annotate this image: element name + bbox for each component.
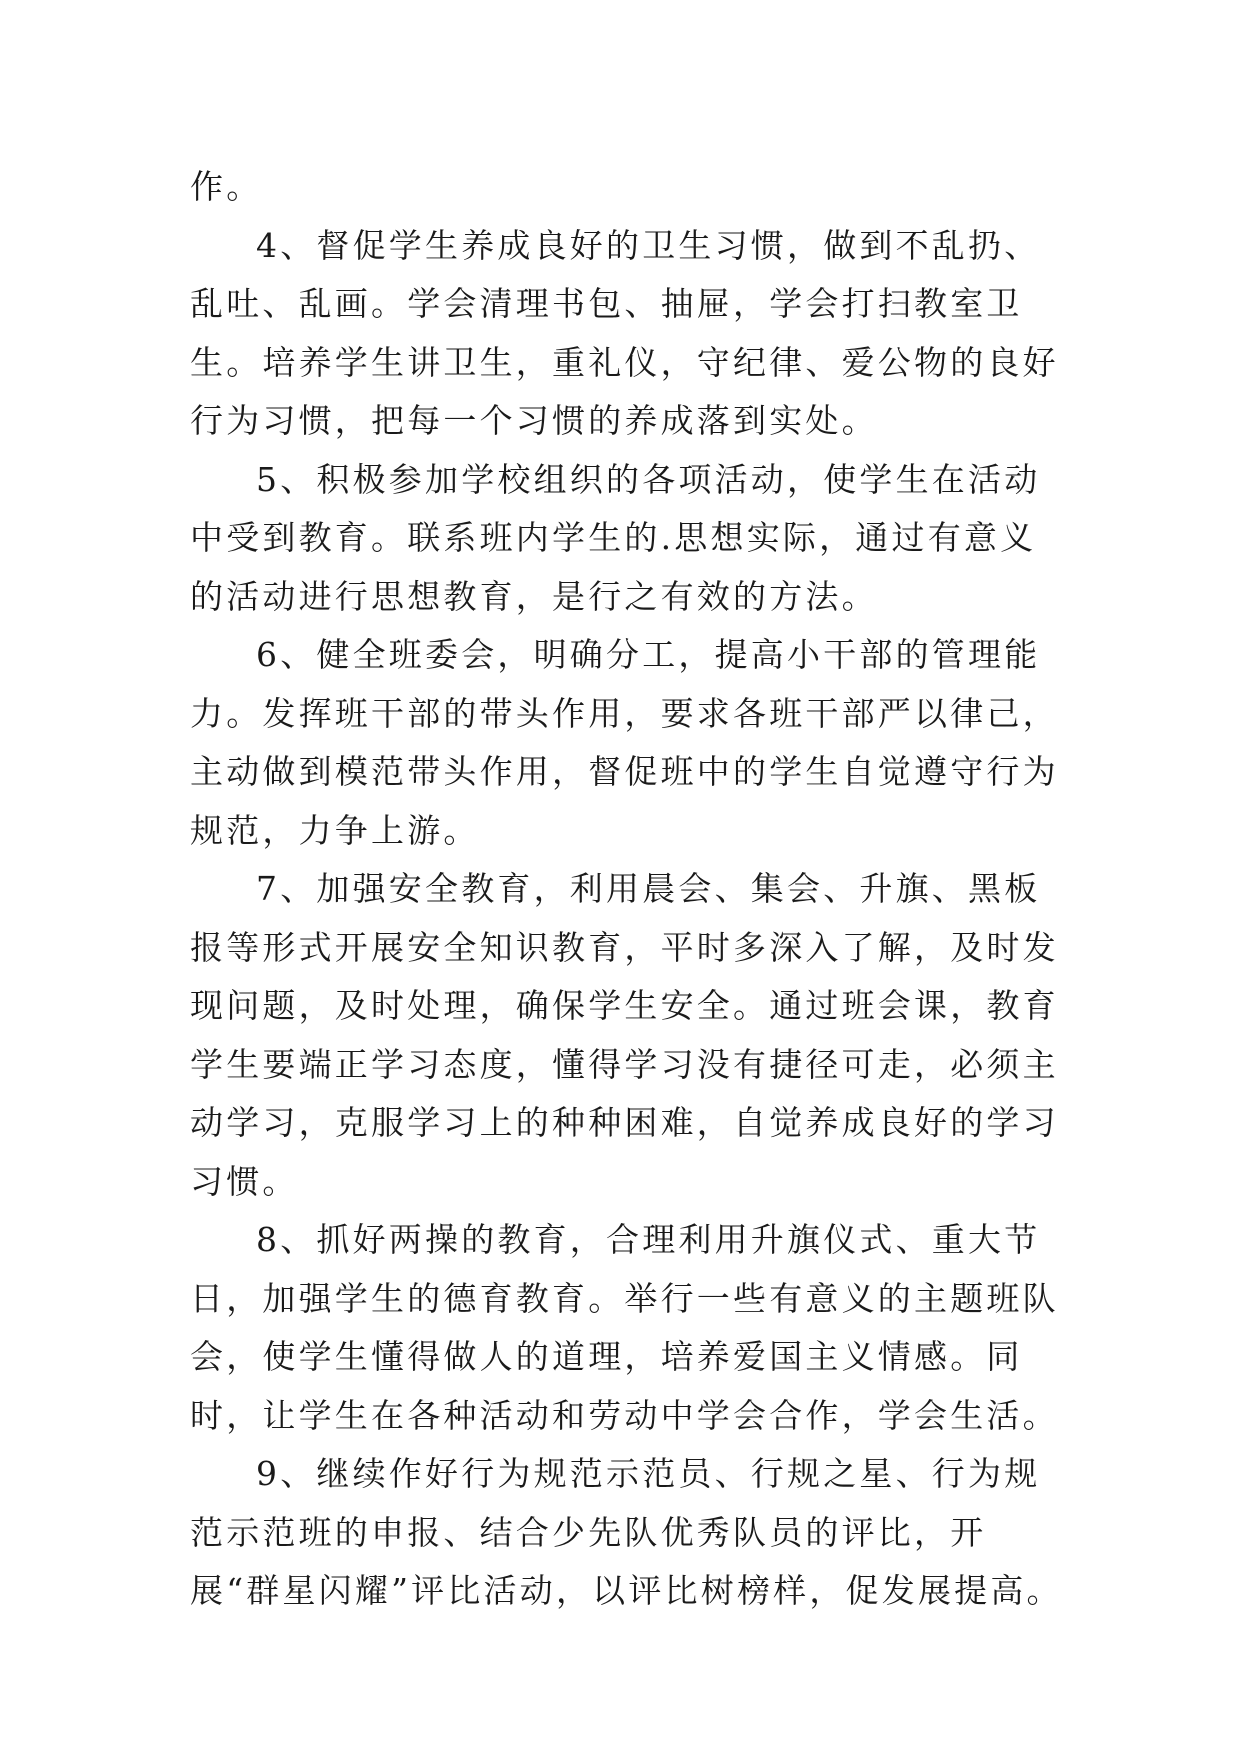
document-body — [190, 158, 1070, 1621]
paragraph-item-6: 6、健全班委会，明确分工，提高小干部的管理能力。发挥班干部的带头作用，要求各班干部严以律己，主动做到模范带头作用，督促班中的学生自觉遵守行为规范，力争上游。 — [190, 635, 1059, 850]
paragraph-item-5: 5、积极参加学校组织的各项活动，使学生在活动中受到教育。联系班内学生的.思想实际，通过有意义的活动进行思想教育，是行之有效的方法。 — [190, 459, 1041, 616]
paragraph-item-7: 7、加强安全教育，利用晨会、集会、升旗、黑板报等形式开展安全知识教育，平时多深入了解，及时发现问题，及时处理，确保学生安全。通过班会课，教育学生要端正学习态度，懂得学习没有捷径可走，必须主动学习，克服学习上的种种困难，自觉养成良好的学习习惯。 — [190, 869, 1059, 1201]
paragraph-item-8: 8、抓好两操的教育，合理利用升旗仪式、重大节日，加强学生的德育教育。举行一些有意义的主题班队会，使学生懂得做人的道理，培养爱国主义情感。同时，让学生在各种活动和劳动中学会合作，学会生活。 — [190, 1220, 1059, 1435]
paragraph-item-9: 9、继续作好行为规范示范员、行规之星、行为规范示范班的申报、结合少先队优秀队员的评比，开展“群星闪耀”评比活动，以评比树榜样，促发展提高。 — [190, 1454, 1063, 1610]
paragraph-continuation: 作。 — [190, 167, 263, 206]
paragraph-item-4: 4、督促学生养成良好的卫生习惯，做到不乱扔、乱吐、乱画。学会清理书包、抽屉，学会打扫教室卫生。培养学生讲卫生，重礼仪，守纪律、爱公物的良好行为习惯，把每一个习惯的养成落到实处。 — [190, 225, 1059, 440]
